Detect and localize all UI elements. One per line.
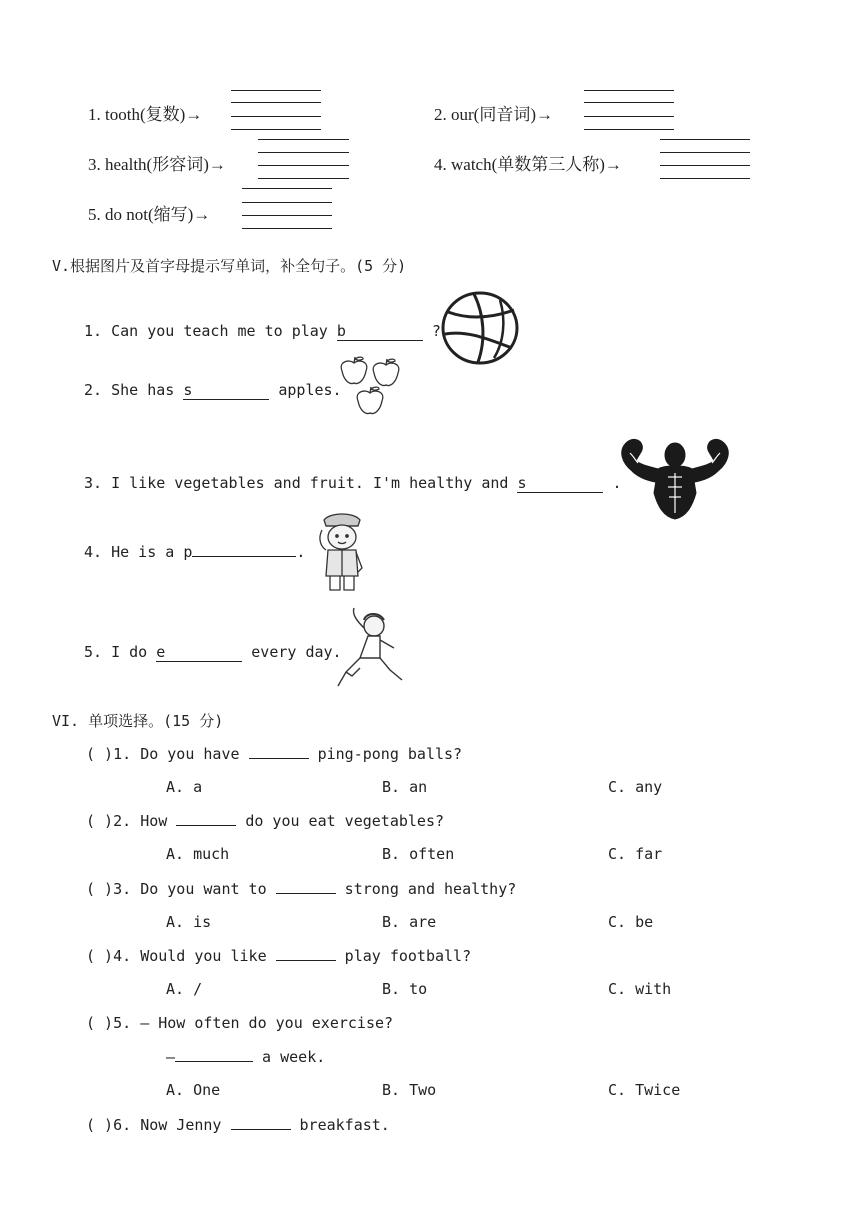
option-b[interactable]: B. often [382,845,455,863]
answer-line [231,102,321,103]
word-form-label: 4. watch(单数第三人称)→ [434,155,622,174]
word-form-label: 2. our(同音词)→ [434,105,553,124]
option-c[interactable]: C. any [608,778,663,796]
answer-line [231,116,321,117]
answer-blank[interactable]: p [183,543,296,561]
question-5: ( )5. — How often do you exercise? [86,1014,394,1032]
word-form-item-2 [434,100,553,125]
answer-blank[interactable]: e [156,643,242,662]
answer-line [258,139,349,140]
question-blank [276,879,336,894]
option-c[interactable]: C. Twice [608,1081,681,1099]
answer-line [258,178,349,179]
picture-item-3: 3. I like vegetables and fruit. I'm healthy and s . [84,474,622,492]
question-6: ( )6. Now Jenny breakfast. [86,1116,390,1134]
answer-line [258,165,349,166]
picture-item-2: 2. She has s apples. [84,381,342,399]
answer-line [231,90,321,91]
option-a[interactable]: A. is [166,913,212,931]
question-blank [249,744,309,759]
policeman-icon [314,510,370,592]
question-3: ( )3. Do you want to strong and healthy? [86,880,517,898]
answer-line [242,202,332,203]
question-4: ( )4. Would you like play football? [86,947,472,965]
answer-line [660,165,750,166]
answer-line [660,178,750,179]
apples-icon [336,355,410,423]
question-blank [176,811,236,826]
answer-line [242,188,332,189]
option-b[interactable]: B. an [382,778,428,796]
word-form-item-1 [88,100,202,125]
answer-line [584,129,674,130]
basketball-icon [440,290,520,366]
answer-parentheses[interactable]: ( ) [86,812,114,830]
word-form-item-5 [88,200,210,225]
answer-line [584,102,674,103]
answer-parentheses[interactable]: ( ) [86,745,114,763]
answer-blank[interactable]: s [517,474,603,493]
question-blank [231,1115,291,1130]
word-form-label: 1. tooth(复数)→ [88,105,203,124]
answer-blank[interactable]: b [337,322,423,341]
question-2: ( )2. How do you eat vegetables? [86,812,445,830]
question-5-response: — a week. [166,1048,326,1066]
strong-man-icon [612,433,738,519]
option-b[interactable]: B. to [382,980,428,998]
option-a[interactable]: A. a [166,778,203,796]
word-form-item-4 [434,150,622,175]
section-vi-heading: VI. 单项选择。(15 分) [52,712,224,730]
answer-line [584,90,674,91]
picture-item-4: 4. He is a p . [84,543,306,561]
word-form-label: 3. health(形容词)→ [88,155,226,174]
word-form-item-3 [88,150,226,175]
answer-line [258,152,349,153]
question-blank [276,946,336,961]
word-form-label: 5. do not(缩写)→ [88,205,211,224]
exercising-girl-icon [332,606,404,696]
option-a[interactable]: A. One [166,1081,221,1099]
question-1: ( )1. Do you have ping-pong balls? [86,745,463,763]
option-c[interactable]: C. far [608,845,663,863]
option-c[interactable]: C. with [608,980,672,998]
option-a[interactable]: A. / [166,980,203,998]
answer-line [660,152,750,153]
option-c[interactable]: C. be [608,913,654,931]
question-blank [175,1047,253,1062]
answer-parentheses[interactable]: ( ) [86,1116,114,1134]
answer-line [660,139,750,140]
picture-item-5: 5. I do e every day. [84,643,342,661]
option-a[interactable]: A. much [166,845,230,863]
picture-item-1: 1. Can you teach me to play b ? [84,322,441,340]
answer-blank[interactable]: s [183,381,269,400]
answer-parentheses[interactable]: ( ) [86,880,114,898]
answer-line [584,116,674,117]
answer-line [242,215,332,216]
section-v-heading: V.根据图片及首字母提示写单词，补全句子。(5 分) [52,257,407,275]
answer-parentheses[interactable]: ( ) [86,1014,114,1032]
answer-line [231,129,321,130]
option-b[interactable]: B. Two [382,1081,437,1099]
option-b[interactable]: B. are [382,913,437,931]
answer-parentheses[interactable]: ( ) [86,947,114,965]
answer-line [242,228,332,229]
